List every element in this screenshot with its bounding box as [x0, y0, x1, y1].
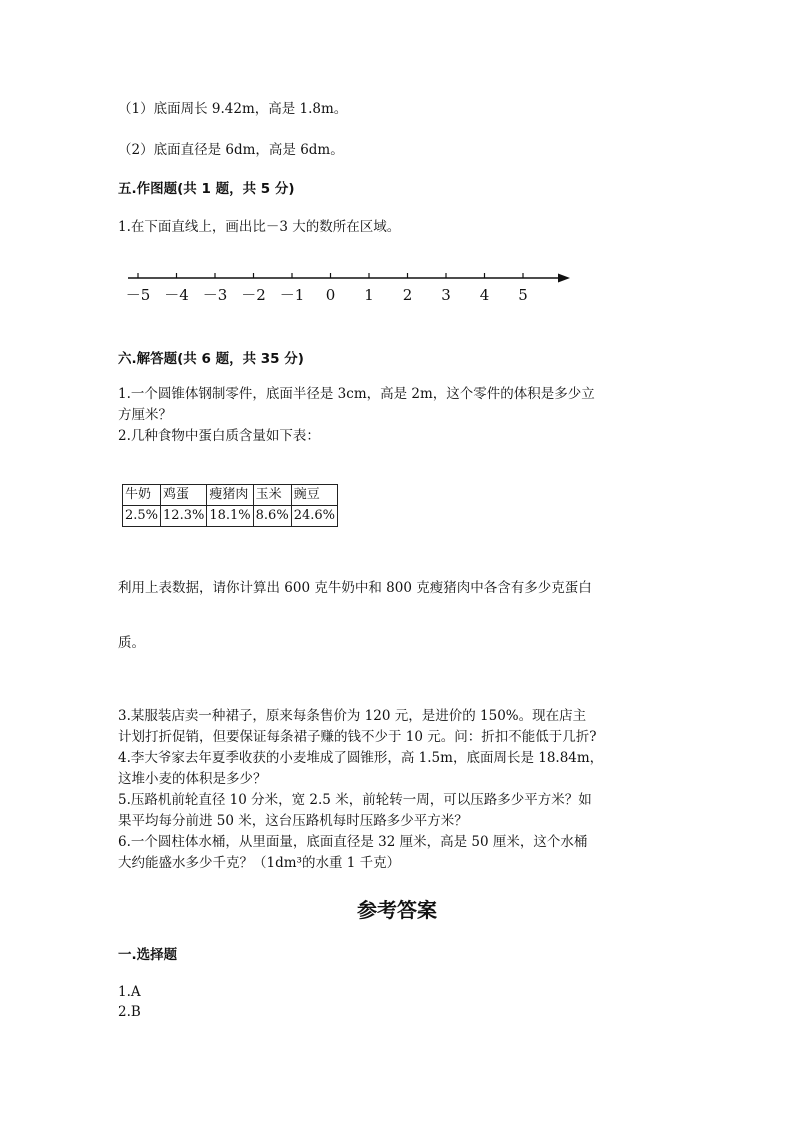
- protein-table: [122, 484, 338, 527]
- section-5-heading: 五.作图题(共 1 题，共 5 分): [118, 181, 295, 197]
- table-header-cell: 牛奶: [123, 485, 161, 506]
- question-5-line-2: 果平均每分前进 50 米，这台压路机每时压路多少平方米？: [118, 813, 468, 829]
- table-header-cell: 鸡蛋: [161, 485, 207, 506]
- number-line-label: 3: [441, 286, 451, 304]
- table-cell: 8.6%: [253, 506, 291, 527]
- number-line-label: －2: [241, 286, 266, 304]
- number-line-label: 2: [402, 286, 413, 304]
- table-header-cell: 瘦猪肉: [207, 485, 253, 506]
- number-line-label: 0: [325, 286, 336, 304]
- table-cell: 24.6%: [291, 506, 337, 527]
- number-line-label: －5: [125, 286, 151, 304]
- section-6-heading: 六.解答题(共 6 题，共 35 分): [118, 351, 304, 367]
- question-3-line-2: 计划打折促销，但要保证每条裙子赚的钱不少于 10 元。问：折扣不能低于几折?: [118, 729, 597, 745]
- answers-section-1-heading: 一.选择题: [118, 947, 178, 963]
- answer-1: 1.A: [118, 984, 141, 1000]
- table-header-cell: 玉米: [253, 485, 291, 506]
- question-4-line-2: 这堆小麦的体积是多少？: [118, 771, 267, 787]
- question-2: 2.几种食物中蛋白质含量如下表：: [118, 428, 320, 444]
- question-5-line-1: 5.压路机前轮直径 10 分米，宽 2.5 米，前轮转一周，可以压路多少平方米？如: [118, 792, 592, 808]
- table-row: [123, 506, 338, 527]
- number-line: [110, 262, 590, 310]
- table-header-cell: 豌豆: [291, 485, 337, 506]
- question-1-line-1: 1.一个圆锥体钢制零件，底面半径是 3cm，高是 2m，这个零件的体积是多少立: [118, 386, 595, 402]
- number-line-label: 5: [518, 286, 528, 304]
- question-4-line-1: 4.李大爷家去年夏季收获的小麦堆成了圆锥形，高 1.5m，底面周长是 18.84m，: [118, 750, 604, 766]
- table-row: [123, 485, 338, 506]
- item-2: （2）底面直径是 6dm，高是 6dm。: [118, 142, 344, 158]
- answers-title: 参考答案: [357, 898, 437, 922]
- item-1: （1）底面周长 9.42m，高是 1.8m。: [118, 101, 348, 117]
- number-line-label: －4: [164, 286, 189, 304]
- question-1: [118, 384, 698, 447]
- question-1-line-2: 方厘米？: [118, 407, 172, 423]
- questions-3-6: [118, 706, 698, 874]
- question-3-line-1: 3.某服装店卖一种裙子，原来每条售价为 120 元，是进价的 150%。现在店主: [118, 708, 587, 724]
- number-line-label: －3: [202, 286, 228, 304]
- question-2-text-line-2: 质。: [118, 635, 145, 651]
- section-5-question-1: 1.在下面直线上，画出比－3 大的数所在区域。: [118, 219, 401, 235]
- question-2-text-line-1: 利用上表数据，请你计算出 600 克牛奶中和 800 克瘦猪肉中各含有多少克蛋白: [118, 580, 592, 596]
- number-line-arrow-icon: [558, 274, 570, 283]
- table-cell: 2.5%: [123, 506, 161, 527]
- question-6-line-2: 大约能盛水多少千克？（1dm³的水重 1 千克）: [118, 855, 401, 871]
- question-6-line-1: 6.一个圆柱体水桶，从里面量，底面直径是 32 厘米，高是 50 厘米，这个水桶: [118, 834, 588, 850]
- number-line-label: 1: [364, 286, 374, 304]
- table-cell: 18.1%: [207, 506, 253, 527]
- number-line-label: －1: [279, 286, 305, 304]
- answer-2: 2.B: [118, 1004, 141, 1020]
- number-line-label: 4: [479, 286, 490, 304]
- table-cell: 12.3%: [161, 506, 207, 527]
